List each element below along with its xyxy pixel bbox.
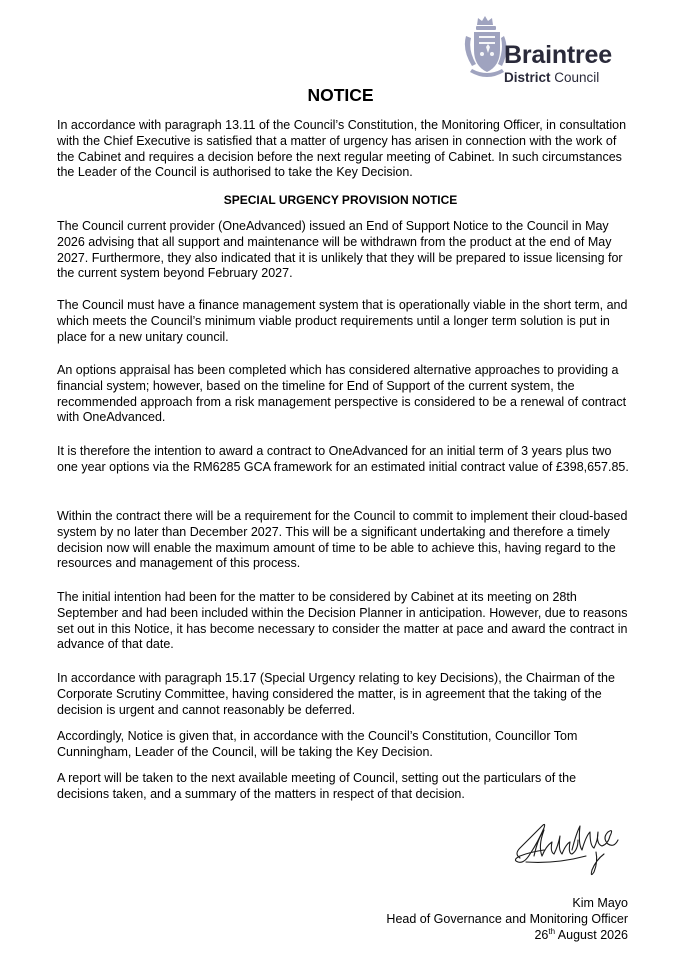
signatory-name: Kim Mayo [572,896,628,910]
council-logo [464,14,634,85]
date-month-year: August 2026 [555,928,628,942]
signatory-role: Head of Governance and Monitoring Officer [386,912,628,926]
body-paragraph-5: Within the contract there will be a requirement for the Council to commit to implement their cloud-based system by no later than December 2027. This will be a significant undertaking and therefore a timely decision now will enable the maximum amount of time to be able to achieve this, having regard to the resources and management of this process. [57,509,628,571]
logo-wordmark: Braintree [504,41,612,69]
logo-subtitle-rest: Council [550,70,600,85]
body-paragraph-8: Accordingly, Notice is given that, in accordance with the Council’s Constitution, Councillor Tom Cunningham, Leader of the Council, will be taking the Key Decision. [57,729,578,759]
date-ordinal: th [548,926,556,936]
handwritten-signature [512,812,632,884]
intro-paragraph: In accordance with paragraph 13.11 of the Council’s Constitution, the Monitoring Officer, in consultation with the Chief Executive is satisfied that a matter of urgency has arisen in connection with the work of the Cabinet and requires a decision before the next regular meeting of Cabinet. In such circumstances the Leader of the Council is authorised to take the Key Decision. [57,118,627,180]
body-paragraph-6: The initial intention had been for the matter to be considered by Cabinet at its meeting on 28th September and had been included within the Decision Planner in anticipation. However, due to reasons set out in this Notice, it has become necessary to consider the matter at pace and award the contract in advance of that date. [57,590,628,652]
body-paragraph-4: It is therefore the intention to award a contract to OneAdvanced for an initial term of 3 years plus two one year options via the RM6285 GCA framework for an estimated initial contract value of £398,657.85. [57,444,629,474]
body-paragraph-2: The Council must have a finance management system that is operationally viable in the short term, and which meets the Council’s minimum viable product requirements until a longer term solution is put in place for a new unitary council. [57,298,628,344]
date-day: 26 [534,928,549,942]
logo-subtitle-bold: District [504,70,551,85]
body-paragraph-3: An options appraisal has been completed which has considered alternative approaches to providing a financial system; however, based on the timeline for End of Support of the current system, the recommended approach from a risk management perspective is considered to be a renewal of contract with OneAdvanced. [57,363,627,425]
body-paragraph-9: A report will be taken to the next available meeting of Council, setting out the particulars of the decisions taken, and a summary of the matters in respect of that decision. [57,771,577,801]
body-paragraph-1: The Council current provider (OneAdvanced) issued an End of Support Notice to the Council in May 2026 advising that all support and maintenance will be withdrawn from the product at the end of May 2027. Furthermore, they also indicated that it is unlikely that they will be prepared to issue licensing for the current system beyond February 2027. [57,219,623,281]
page-title: NOTICE [307,85,374,105]
section-heading: SPECIAL URGENCY PROVISION NOTICE [223,193,458,207]
notice-date [534,927,628,943]
body-paragraph-7: In accordance with paragraph 15.17 (Special Urgency relating to key Decisions), the Chairman of the Corporate Scrutiny Committee, having considered the matter, is in agreement that the taking of the decision is urgent and cannot reasonably be deferred. [57,671,615,717]
